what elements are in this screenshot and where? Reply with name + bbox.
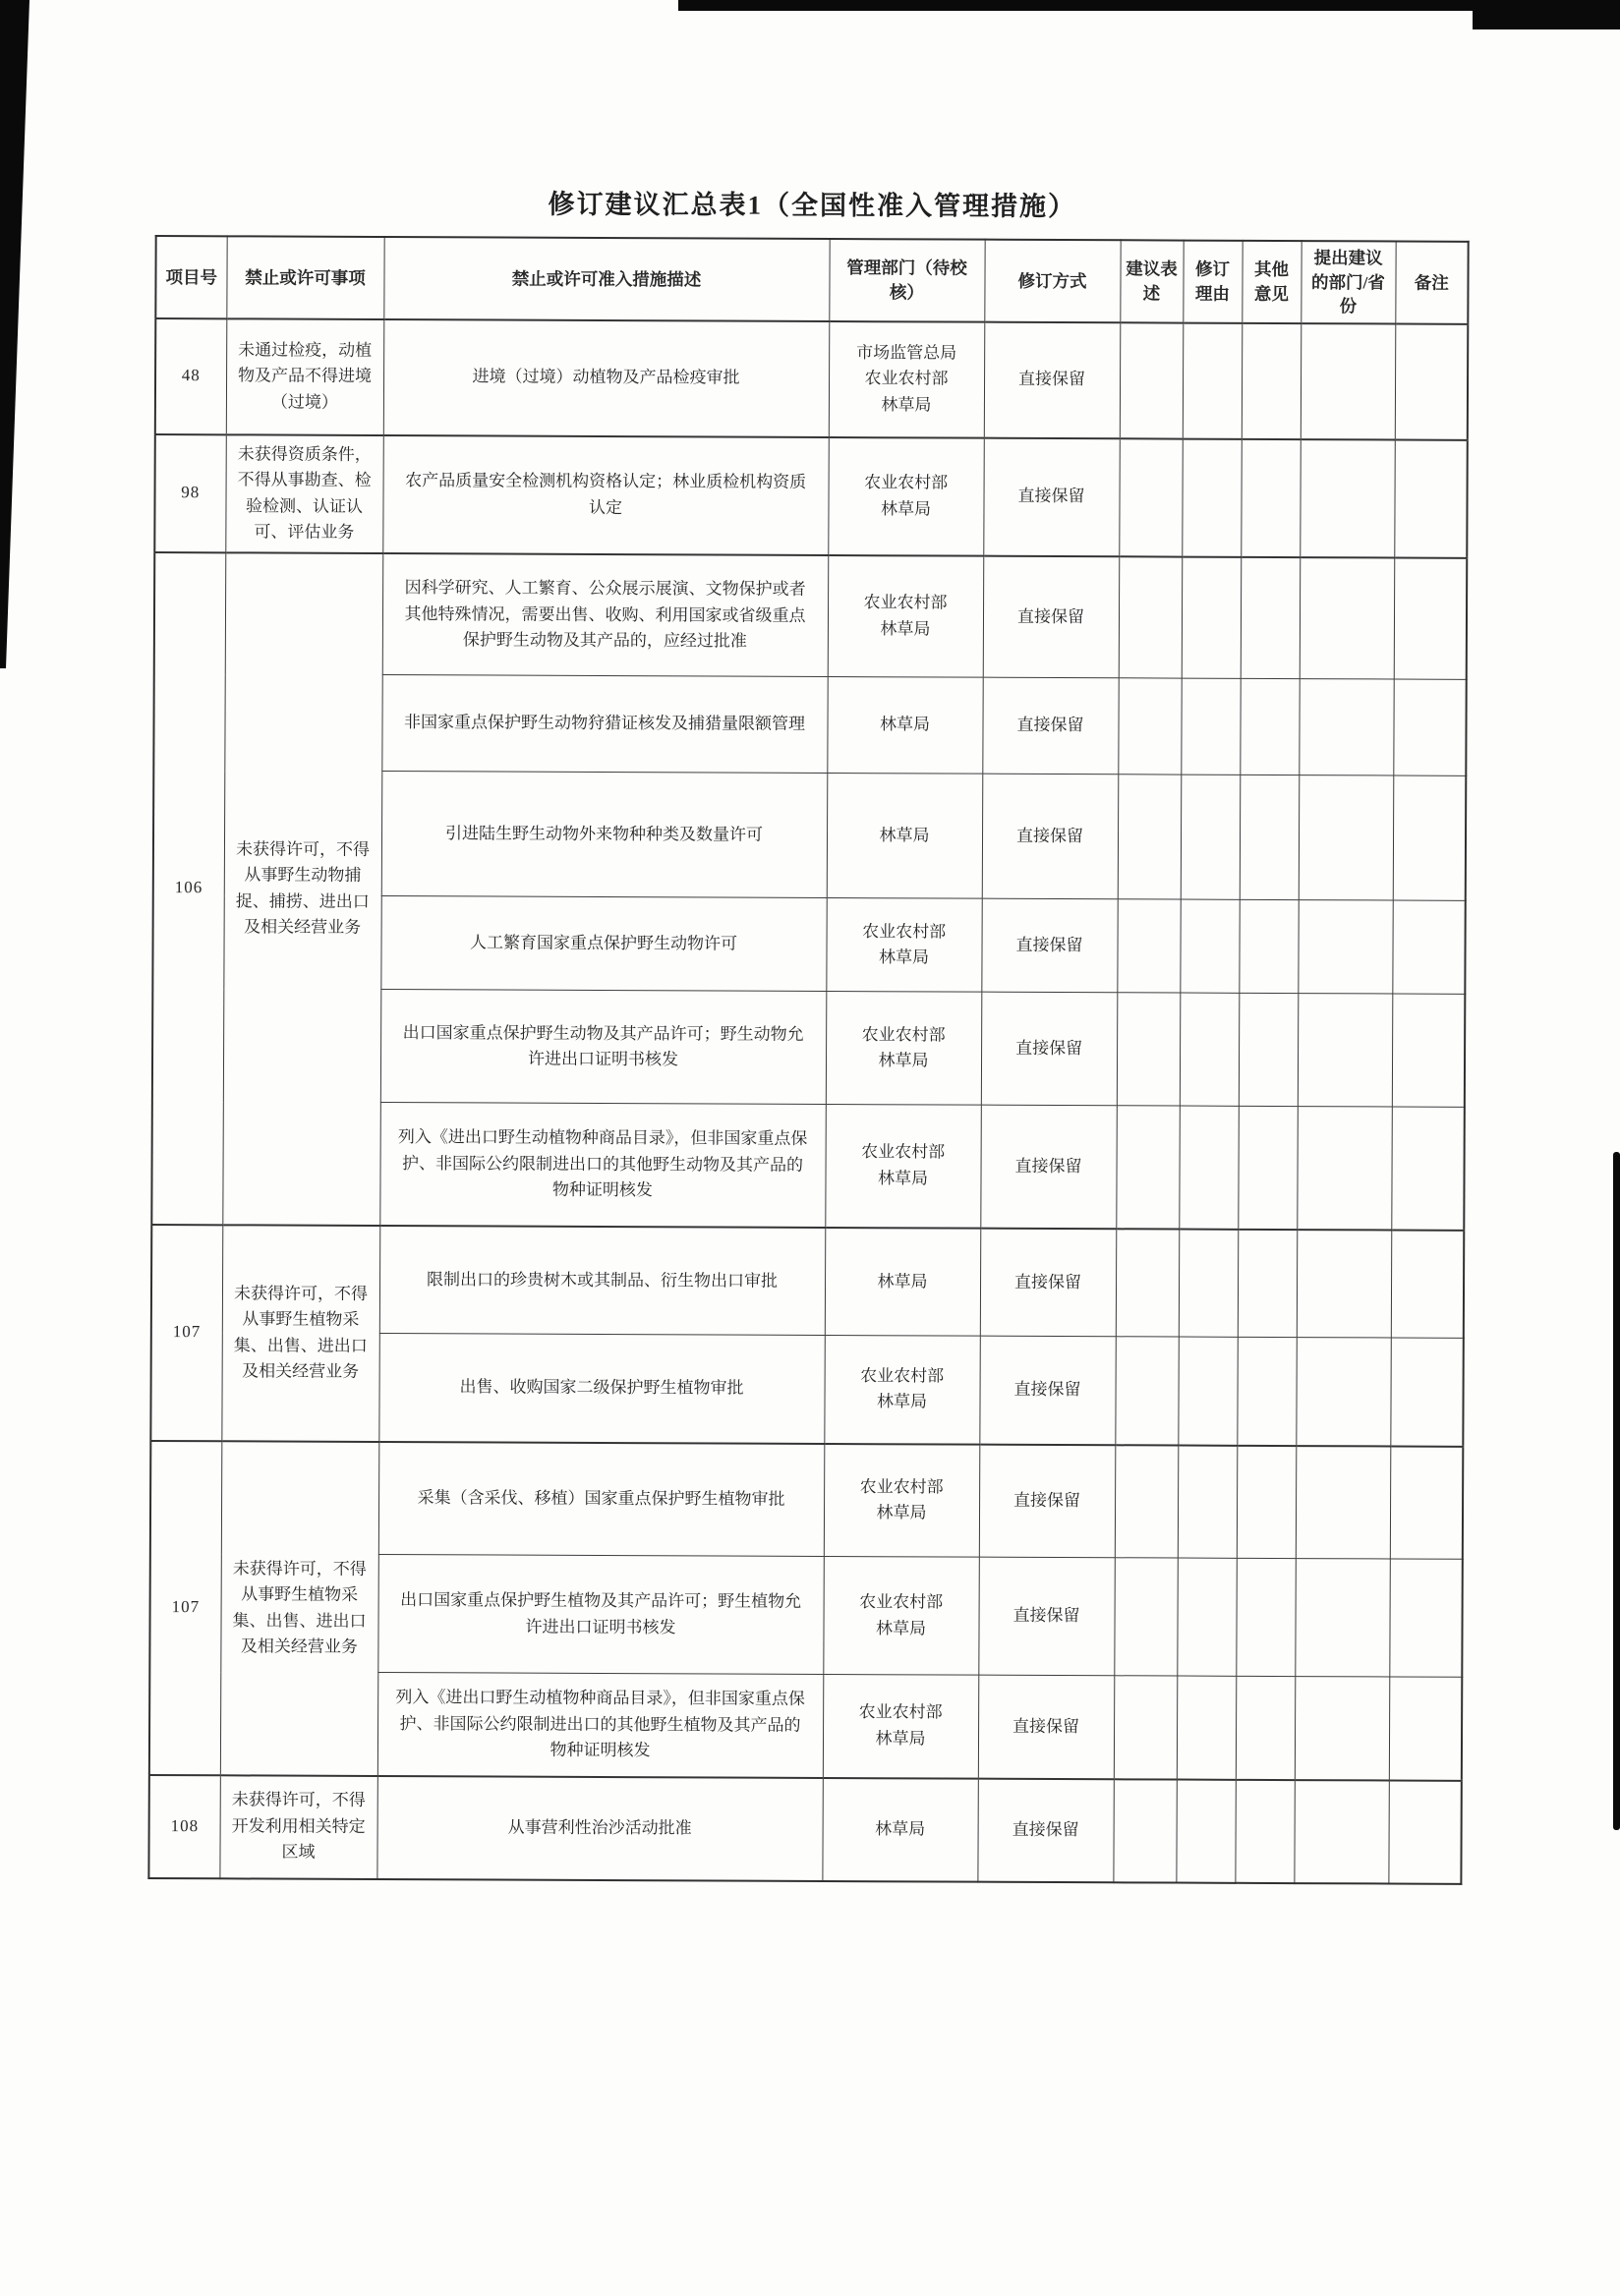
cell-proposing-dept [1295,1677,1389,1780]
cell-measure-desc: 出售、收购国家二级保护野生植物审批 [378,1334,824,1444]
header-suggestion: 建议表述 [1120,240,1183,322]
cell-suggestion [1117,993,1181,1106]
cell-item-desc: 未获得许可，不得从事野生植物采集、出售、进出口及相关经营业务 [220,1441,378,1776]
cell-revision-reason [1181,775,1241,899]
cell-proposing-dept [1297,1230,1391,1338]
document-content [147,165,1470,1884]
cell-other-opinion [1239,899,1298,993]
cell-revision-reason [1182,438,1242,556]
cell-department: 市场监管总局 农业农村部 林草局 [829,320,985,437]
table-header-row [155,236,1468,323]
cell-department: 林草局 [825,1227,980,1336]
cell-proposing-dept [1300,557,1395,679]
cell-other-opinion [1238,1229,1297,1337]
cell-revision-method: 直接保留 [980,1105,1117,1229]
cell-suggestion [1116,1106,1180,1229]
cell-other-opinion [1239,993,1299,1106]
header-revision-method: 修订方式 [984,240,1120,322]
cell-proposing-dept [1297,1107,1392,1230]
header-other-opinion: 其他意见 [1242,241,1301,323]
header-item-number: 项目号 [155,236,226,318]
cell-department: 农业农村部 林草局 [823,1674,978,1778]
cell-other-opinion [1236,1558,1296,1676]
cell-suggestion [1115,1337,1178,1445]
cell-measure-desc: 人工繁育国家重点保护野生动物许可 [380,896,826,992]
cell-measure-desc: 列入《进出口野生动植物种商品目录》，但非国家重点保护、非国际公约限制进出口的其他野生动物及其产品的物种证明核发 [379,1103,826,1228]
cell-revision-method: 直接保留 [983,555,1120,678]
cell-suggestion [1117,899,1180,993]
cell-proposing-dept [1298,900,1392,994]
cell-measure-desc: 农产品质量安全检测机构资格认定；林业质检机构资质认定 [382,435,829,555]
cell-remarks [1390,1338,1463,1446]
scan-artifact-left-edge [0,0,29,668]
cell-department: 农业农村部 林草局 [828,554,984,677]
cell-suggestion [1113,1779,1176,1882]
table-row-107a-1 [151,1224,1464,1338]
cell-department: 农业农村部 林草局 [826,897,981,992]
table-row-107b-1 [150,1440,1463,1559]
cell-revision-reason [1179,1229,1238,1337]
cell-item-number: 106 [151,552,225,1225]
cell-suggestion [1119,556,1183,678]
cell-other-opinion [1235,1779,1294,1882]
cell-measure-desc: 出口国家重点保护野生动物及其产品许可；野生动物允许进出口证明书核发 [380,990,826,1105]
cell-other-opinion [1242,322,1302,438]
cell-item-desc: 未通过检疫，动植物及产品不得进境（过境） [226,318,384,435]
cell-proposing-dept [1298,994,1393,1107]
cell-revision-reason [1180,899,1239,993]
cell-proposing-dept [1294,1780,1388,1883]
cell-remarks [1391,1107,1465,1230]
cell-revision-reason [1178,1337,1237,1445]
cell-measure-desc: 出口国家重点保护野生植物及其产品许可；野生植物允许进出口证明书核发 [377,1555,824,1675]
cell-revision-reason [1183,322,1243,438]
cell-item-number: 108 [148,1774,219,1877]
cell-other-opinion [1240,678,1299,775]
cell-suggestion [1114,1558,1178,1676]
cell-other-opinion [1241,556,1301,678]
cell-measure-desc: 因科学研究、人工繁育、公众展示展演、文物保护或者其他特殊情况，需要出售、收购、利用国家或省级重点保护野生动物及其产品的，应经过批准 [382,553,829,677]
document-title: 修订建议汇总表1（全国性准入管理措施） [548,189,1077,222]
scan-artifact-top-right-blob [1473,0,1620,29]
cell-revision-method: 直接保留 [982,774,1119,899]
cell-other-opinion [1236,1676,1295,1779]
cell-suggestion [1119,438,1183,556]
cell-suggestion [1118,678,1181,775]
cell-proposing-dept [1300,439,1395,557]
cell-measure-desc: 进境（过境）动植物及产品检疫审批 [383,319,830,437]
cell-item-number: 107 [149,1440,221,1774]
cell-revision-method: 直接保留 [981,898,1117,993]
cell-remarks [1394,557,1468,679]
cell-suggestion [1116,1229,1179,1337]
cell-department: 林草局 [827,676,982,774]
cell-revision-method: 直接保留 [977,1778,1113,1882]
scan-artifact-right-edge [1613,1152,1620,1830]
cell-department: 农业农村部 林草局 [825,1104,981,1228]
table-row-106-1 [154,552,1468,680]
cell-proposing-dept [1299,775,1394,900]
cell-remarks [1395,323,1469,439]
cell-item-desc: 未获得资质条件，不得从事勘查、检验检测、认证认可、评估业务 [225,434,383,553]
cell-remarks [1394,439,1468,557]
cell-department: 农业农村部 林草局 [828,436,984,555]
table-row-108 [148,1774,1461,1883]
cell-revision-method: 直接保留 [978,1557,1115,1676]
cell-department: 农业农村部 林草局 [824,1443,980,1557]
cell-item-number: 98 [154,434,226,552]
cell-proposing-dept [1296,1338,1390,1446]
cell-remarks [1391,1230,1464,1338]
cell-other-opinion [1237,1337,1296,1445]
cell-department: 林草局 [822,1777,977,1881]
cell-revision-reason [1178,1445,1238,1558]
table-row-98 [154,434,1468,558]
cell-suggestion [1115,1445,1179,1558]
cell-item-desc: 未获得许可，不得从事野生动物捕捉、捕捞、进出口及相关经营业务 [222,552,382,1226]
cell-suggestion [1114,1676,1177,1779]
cell-revision-reason [1182,556,1242,678]
cell-measure-desc: 限制出口的珍贵树木或其制品、衍生物出口审批 [379,1226,825,1336]
cell-department: 林草局 [827,773,983,898]
cell-remarks [1389,1559,1463,1677]
cell-revision-method: 直接保留 [984,321,1121,438]
cell-item-number: 48 [155,318,227,434]
cell-remarks [1389,1677,1462,1780]
cell-proposing-dept [1301,323,1396,439]
cell-revision-method: 直接保留 [983,437,1120,556]
cell-revision-method: 直接保留 [979,1336,1115,1445]
header-measure-desc: 禁止或许可准入措施描述 [383,237,829,320]
cell-item-desc: 未获得许可，不得开发利用相关特定区域 [219,1775,376,1879]
cell-remarks [1393,775,1467,900]
cell-measure-desc: 采集（含采伐、移植）国家重点保护野生植物审批 [378,1442,824,1557]
cell-remarks [1392,994,1466,1107]
cell-other-opinion [1241,438,1301,556]
cell-revision-reason [1177,1676,1236,1779]
cell-measure-desc: 引进陆生野生动物外来物种种类及数量许可 [381,772,828,898]
cell-item-desc: 未获得许可，不得从事野生植物采集、出售、进出口及相关经营业务 [221,1225,379,1442]
cell-proposing-dept [1299,679,1393,775]
cell-measure-desc: 从事营利性治沙活动批准 [376,1776,822,1881]
cell-suggestion [1118,775,1182,899]
revision-summary-table [147,235,1469,1884]
cell-remarks [1393,679,1466,775]
cell-department: 农业农村部 林草局 [826,991,982,1105]
cell-remarks [1392,900,1465,994]
cell-revision-reason [1176,1779,1235,1882]
cell-suggestion [1120,322,1184,438]
cell-revision-reason [1177,1558,1237,1676]
cell-measure-desc: 列入《进出口野生动植物种商品目录》，但非国家重点保护、非国际公约限制进出口的其他野生植物及其产品的物种证明核发 [377,1673,823,1778]
cell-revision-method: 直接保留 [979,1444,1116,1558]
cell-revision-method: 直接保留 [980,1228,1116,1337]
cell-measure-desc: 非国家重点保护野生动物狩猎证核发及捕猎量限额管理 [381,675,827,774]
header-remarks: 备注 [1395,242,1468,324]
header-proposing-dept: 提出建议的部门/省份 [1301,241,1395,323]
cell-department: 农业农村部 林草局 [824,1335,979,1444]
table-row-48 [155,318,1469,440]
cell-other-opinion [1238,1106,1298,1229]
cell-remarks [1390,1446,1464,1559]
cell-other-opinion [1237,1445,1297,1558]
header-item-desc: 禁止或许可事项 [226,236,383,318]
cell-revision-reason [1180,993,1240,1106]
cell-revision-reason [1179,1106,1239,1229]
header-department: 管理部门（待校核） [829,239,984,321]
cell-remarks [1388,1780,1461,1883]
cell-revision-method: 直接保留 [978,1675,1114,1779]
cell-revision-method: 直接保留 [982,677,1118,775]
cell-other-opinion [1240,775,1300,899]
cell-proposing-dept [1295,1559,1390,1677]
cell-proposing-dept [1296,1446,1391,1559]
cell-revision-reason [1181,678,1240,775]
cell-revision-method: 直接保留 [981,992,1118,1106]
cell-department: 农业农村部 林草局 [823,1556,979,1675]
cell-item-number: 107 [150,1224,222,1440]
header-revision-reason: 修订理由 [1183,241,1242,323]
